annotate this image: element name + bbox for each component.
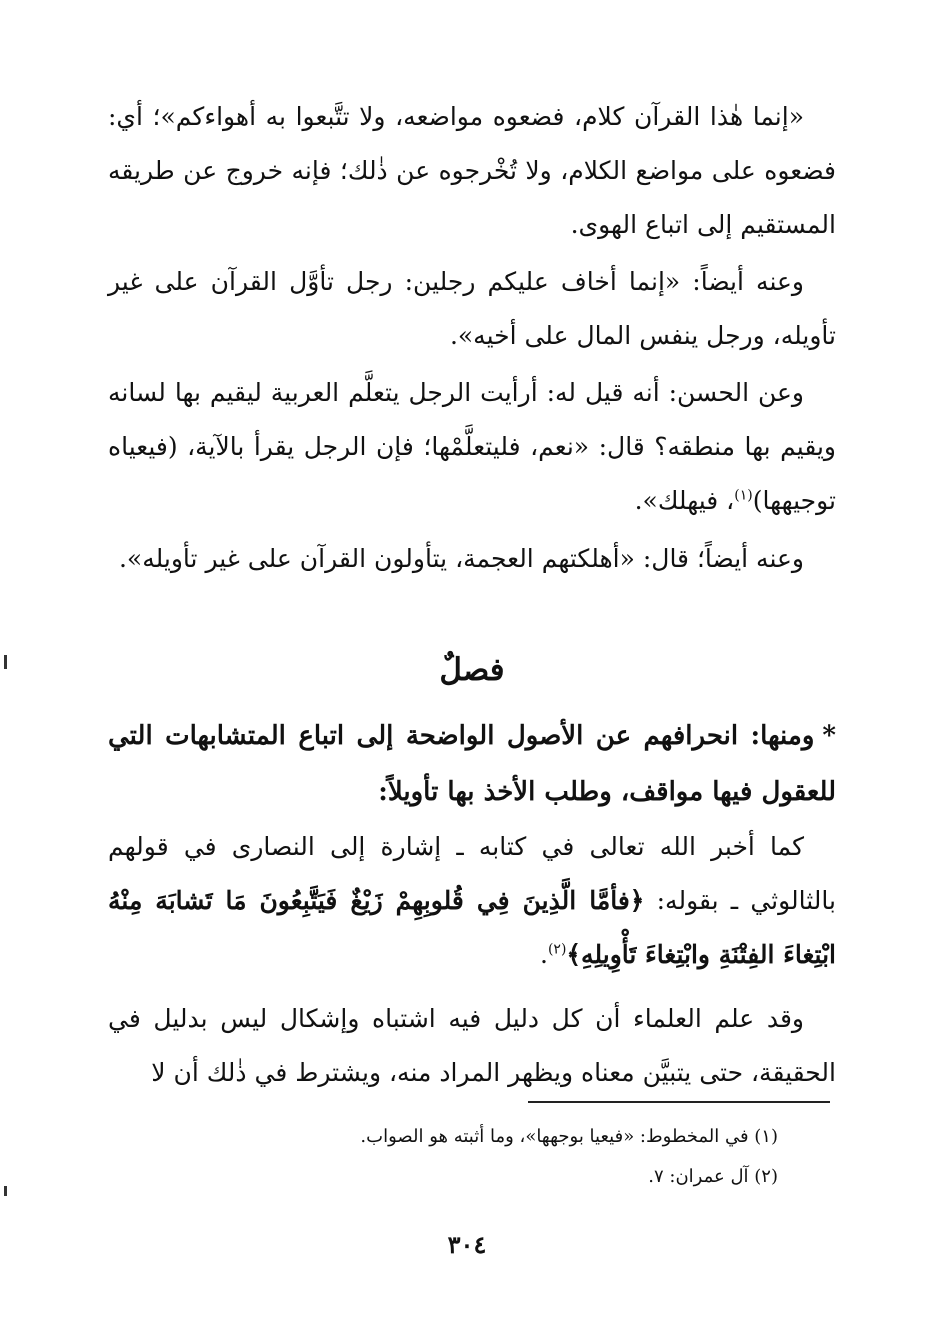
paragraph-5-text: كما أخبر الله تعالى في كتابه ـ إشارة إلى النصارى في قولهم بالثالوثي ـ بقوله: <box>108 832 837 915</box>
scan-edge-mark <box>4 1186 7 1196</box>
paragraph-3-text: وعن الحسن: أنه قيل له: أرأيت الرجل يتعلَّم العربية ليقيم بها لسانه ويقيم بها منطقه؟ قال: «نعم، فليتعلَّمْها؛ فإن الرجل يقرأ بالآية، (فيعياه توجيهها) <box>108 378 836 515</box>
scan-edge-mark <box>4 655 7 669</box>
paragraph-5 <box>108 820 836 982</box>
paragraph-1 <box>108 90 836 252</box>
paragraph-6-text: وقد علم العلماء أن كل دليل فيه اشتباه وإشكال ليس بدليل في الحقيقة، حتى يتبيَّن معناه ويظهر المراد منه، ويشترط في ذٰلك أن لا <box>108 1004 836 1087</box>
section-intro-text: ومنها: انحرافهم عن الأصول الواضحة إلى اتباع المتشابهات التي للعقول فيها مواقف، وطلب الأخذ بها تأويلاً: <box>108 721 836 807</box>
footnote-ref-2[interactable]: (٢) <box>547 941 567 958</box>
paragraph-4-text: وعنه أيضاً؛ قال: «أهلكتهم العجمة، يتأولون القرآن على غير تأويله». <box>118 544 804 573</box>
paragraph-2-text: وعنه أيضاً: «إنما أخاف عليكم رجلين: رجل تأوَّل القرآن على غير تأويله، ورجل ينفس المال على أخيه». <box>108 267 836 350</box>
paragraph-2 <box>108 255 836 363</box>
paragraph-1-text: «إنما هٰذا القرآن كلام، فضعوه مواضعه، ولا تتَّبعوا به أهواءكم»؛ أي: فضعوه على مواضع الكلام، ولا تُخْرجوه عن ذٰلك؛ فإنه خروج عن طريقه المستقيم إلى اتباع الهوى. <box>108 102 836 239</box>
paragraph-5-end: . <box>539 940 548 969</box>
section-intro <box>108 708 836 820</box>
footnote-1: (١) في المخطوط: «فيعيا بوجهها»، وما أثبته هو الصواب. <box>360 1126 778 1147</box>
footnote-separator <box>528 1101 830 1103</box>
quran-quote: ﴿فأمَّا الَّذِينَ فِي قُلوبِهِمْ زَيْغٌ فَيَتَّبِعُونَ مَا تَشابَهَ مِنْهُ ابْتِغاءَ الفِتْنَةِ وابْتِغاءَ تَأْوِيلِهِ﴾ <box>108 886 836 969</box>
paragraph-3-end: ، فيهلك». <box>634 486 735 515</box>
paragraph-4 <box>108 532 836 586</box>
footnote-ref-1[interactable]: (١) <box>734 487 753 504</box>
paragraph-6 <box>108 992 836 1100</box>
section-heading: فصلٌ <box>439 652 505 688</box>
asterisk-icon: * <box>822 721 836 751</box>
page-number: ٣٠٤ <box>447 1230 487 1259</box>
paragraph-3 <box>108 366 836 528</box>
footnote-2: (٢) آل عمران: ٧. <box>648 1166 778 1187</box>
